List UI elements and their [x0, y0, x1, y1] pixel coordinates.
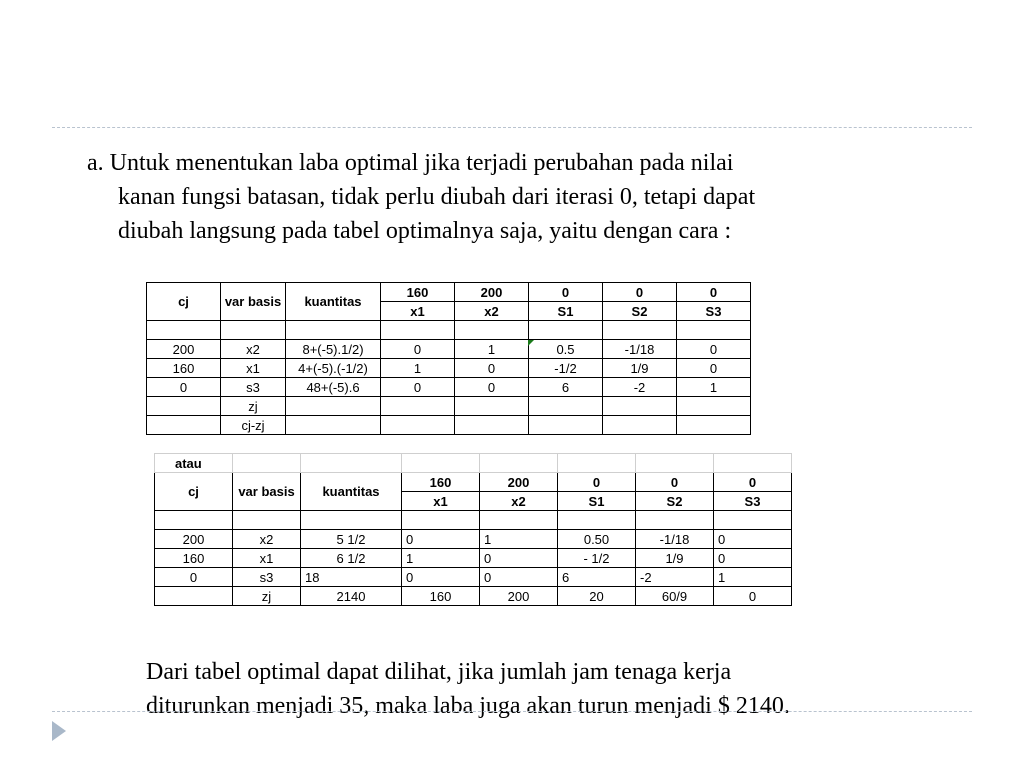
- table-cell: 0: [455, 359, 529, 378]
- table-cell: 20: [558, 587, 636, 606]
- table-cell: 200: [480, 587, 558, 606]
- table-cell: -1/18: [603, 340, 677, 359]
- cj-header-cell: 0: [714, 473, 792, 492]
- table-cell: [155, 587, 233, 606]
- table-cell: cj-zj: [221, 416, 286, 435]
- header-cell: S1: [558, 492, 636, 511]
- table-cell: 0.5: [529, 340, 603, 359]
- cj-header-cell: 160: [381, 283, 455, 302]
- table-cell: [402, 511, 480, 530]
- table-cell: [455, 416, 529, 435]
- table-cell: 1: [381, 359, 455, 378]
- table-cell: 8+(-5).1/2): [286, 340, 381, 359]
- cj-header-cell: 0: [636, 473, 714, 492]
- header-cell: S3: [714, 492, 792, 511]
- conclusion-line: diturunkan menjadi 35, maka laba juga akan turun menjadi $ 2140.: [146, 693, 790, 719]
- table-cell: [147, 416, 221, 435]
- table-cell: s3: [221, 378, 286, 397]
- table-cell: 6: [529, 378, 603, 397]
- table-row: [155, 511, 792, 530]
- table-cell: 48+(-5).6: [286, 378, 381, 397]
- table-cell: 4+(-5).(-1/2): [286, 359, 381, 378]
- intro-line: a. Untuk menentukan laba optimal jika terjadi perubahan pada nilai: [87, 150, 734, 176]
- table-cell: [381, 416, 455, 435]
- header-cell: S2: [603, 302, 677, 321]
- table-cell: [603, 397, 677, 416]
- table-cell: 0: [402, 530, 480, 549]
- table-cell: 160: [155, 549, 233, 568]
- table-cell: 1: [455, 340, 529, 359]
- table-cell: 0: [714, 530, 792, 549]
- table-cell: zj: [233, 587, 301, 606]
- table-cell: [529, 416, 603, 435]
- header-cell: var basis: [221, 283, 286, 321]
- table-cell: 0: [480, 549, 558, 568]
- table-cell: 6: [558, 568, 636, 587]
- table-cell: 0: [147, 378, 221, 397]
- table-row: [147, 321, 751, 340]
- table-cell: 160: [147, 359, 221, 378]
- table-cell: [233, 511, 301, 530]
- table-cell: 60/9: [636, 587, 714, 606]
- header-cell: x1: [381, 302, 455, 321]
- table-cell: [381, 397, 455, 416]
- table-cell: [455, 397, 529, 416]
- header-cell: x2: [480, 492, 558, 511]
- table-cell: [286, 416, 381, 435]
- table-cell: [714, 511, 792, 530]
- simplex-table-1: [146, 282, 751, 435]
- table-cell: 0: [714, 587, 792, 606]
- header-cell: var basis: [233, 473, 301, 511]
- table-cell: -1/2: [529, 359, 603, 378]
- table-cell: 6 1/2: [301, 549, 402, 568]
- table-cell: [677, 397, 751, 416]
- table-cell: [221, 321, 286, 340]
- table-cell: [147, 397, 221, 416]
- table-cell: 0: [714, 549, 792, 568]
- table-cell: 0: [677, 359, 751, 378]
- intro-paragraph: [87, 146, 927, 248]
- table-cell: [677, 321, 751, 340]
- table-row: [155, 587, 792, 606]
- table-cell: [558, 511, 636, 530]
- conclusion-paragraph: [146, 655, 966, 723]
- table-cell: 200: [147, 340, 221, 359]
- table-cell: [636, 511, 714, 530]
- table-cell: 0.50: [558, 530, 636, 549]
- simplex-table-2: [154, 453, 792, 606]
- cj-header-cell: 160: [402, 473, 480, 492]
- table-cell: 0: [155, 568, 233, 587]
- table-cell: -2: [603, 378, 677, 397]
- table-cell: [455, 321, 529, 340]
- table-row: [147, 340, 751, 359]
- table-cell: [286, 397, 381, 416]
- table-cell: 18: [301, 568, 402, 587]
- table-cell: 0: [402, 568, 480, 587]
- table-row: [155, 549, 792, 568]
- table-cell: [480, 511, 558, 530]
- header-cell: cj: [155, 473, 233, 511]
- table-cell: x2: [221, 340, 286, 359]
- table-cell: 1: [402, 549, 480, 568]
- table-cell: 0: [381, 378, 455, 397]
- header-cell: cj: [147, 283, 221, 321]
- cj-header-cell: 0: [529, 283, 603, 302]
- table-row: [147, 416, 751, 435]
- table-cell: [603, 416, 677, 435]
- header-cell: kuantitas: [301, 473, 402, 511]
- table-cell: 2140: [301, 587, 402, 606]
- header-cell: S1: [529, 302, 603, 321]
- cj-header-cell: 200: [455, 283, 529, 302]
- table-row: [147, 378, 751, 397]
- table-cell: -2: [636, 568, 714, 587]
- table-cell: 1: [480, 530, 558, 549]
- table-cell: zj: [221, 397, 286, 416]
- table-cell: 0: [677, 340, 751, 359]
- table-cell: 160: [402, 587, 480, 606]
- intro-line: kanan fungsi batasan, tidak perlu diubah dari iterasi 0, tetapi dapat: [118, 184, 756, 210]
- next-slide-arrow-icon: [52, 721, 66, 741]
- table-cell: [155, 511, 233, 530]
- table-cell: [529, 321, 603, 340]
- table-cell: x1: [221, 359, 286, 378]
- table-row: [155, 473, 792, 492]
- table-row: [147, 283, 751, 302]
- table-cell: [677, 416, 751, 435]
- table-row: [155, 530, 792, 549]
- table-cell: 0: [455, 378, 529, 397]
- table-cell: [301, 511, 402, 530]
- table-cell: s3: [233, 568, 301, 587]
- header-cell: kuantitas: [286, 283, 381, 321]
- table-cell: [147, 321, 221, 340]
- table-cell: - 1/2: [558, 549, 636, 568]
- table-cell: 200: [155, 530, 233, 549]
- table-cell: -1/18: [636, 530, 714, 549]
- table-cell: [381, 321, 455, 340]
- atau-label: atau: [155, 454, 233, 473]
- bottom-divider: [52, 711, 972, 712]
- top-divider: [52, 127, 972, 128]
- table-cell: x1: [233, 549, 301, 568]
- table-cell: 5 1/2: [301, 530, 402, 549]
- table-cell: 1/9: [603, 359, 677, 378]
- table-row: [147, 397, 751, 416]
- header-cell: S2: [636, 492, 714, 511]
- cj-header-cell: 0: [677, 283, 751, 302]
- table-cell: 0: [381, 340, 455, 359]
- header-cell: x1: [402, 492, 480, 511]
- cj-header-cell: 0: [558, 473, 636, 492]
- table-row: [155, 568, 792, 587]
- header-cell: S3: [677, 302, 751, 321]
- table-cell: 1: [714, 568, 792, 587]
- table-cell: [529, 397, 603, 416]
- table-cell: 1: [677, 378, 751, 397]
- cell-comment-marker: [528, 340, 534, 346]
- table-cell: [286, 321, 381, 340]
- cj-header-cell: 200: [480, 473, 558, 492]
- table-row: [147, 359, 751, 378]
- table-cell: 0: [480, 568, 558, 587]
- table-cell: x2: [233, 530, 301, 549]
- table-cell: [603, 321, 677, 340]
- header-cell: x2: [455, 302, 529, 321]
- table-row: [155, 454, 792, 473]
- conclusion-line: Dari tabel optimal dapat dilihat, jika jumlah jam tenaga kerja: [146, 659, 732, 685]
- table-cell: 1/9: [636, 549, 714, 568]
- intro-line: diubah langsung pada tabel optimalnya saja, yaitu dengan cara :: [118, 218, 732, 244]
- cj-header-cell: 0: [603, 283, 677, 302]
